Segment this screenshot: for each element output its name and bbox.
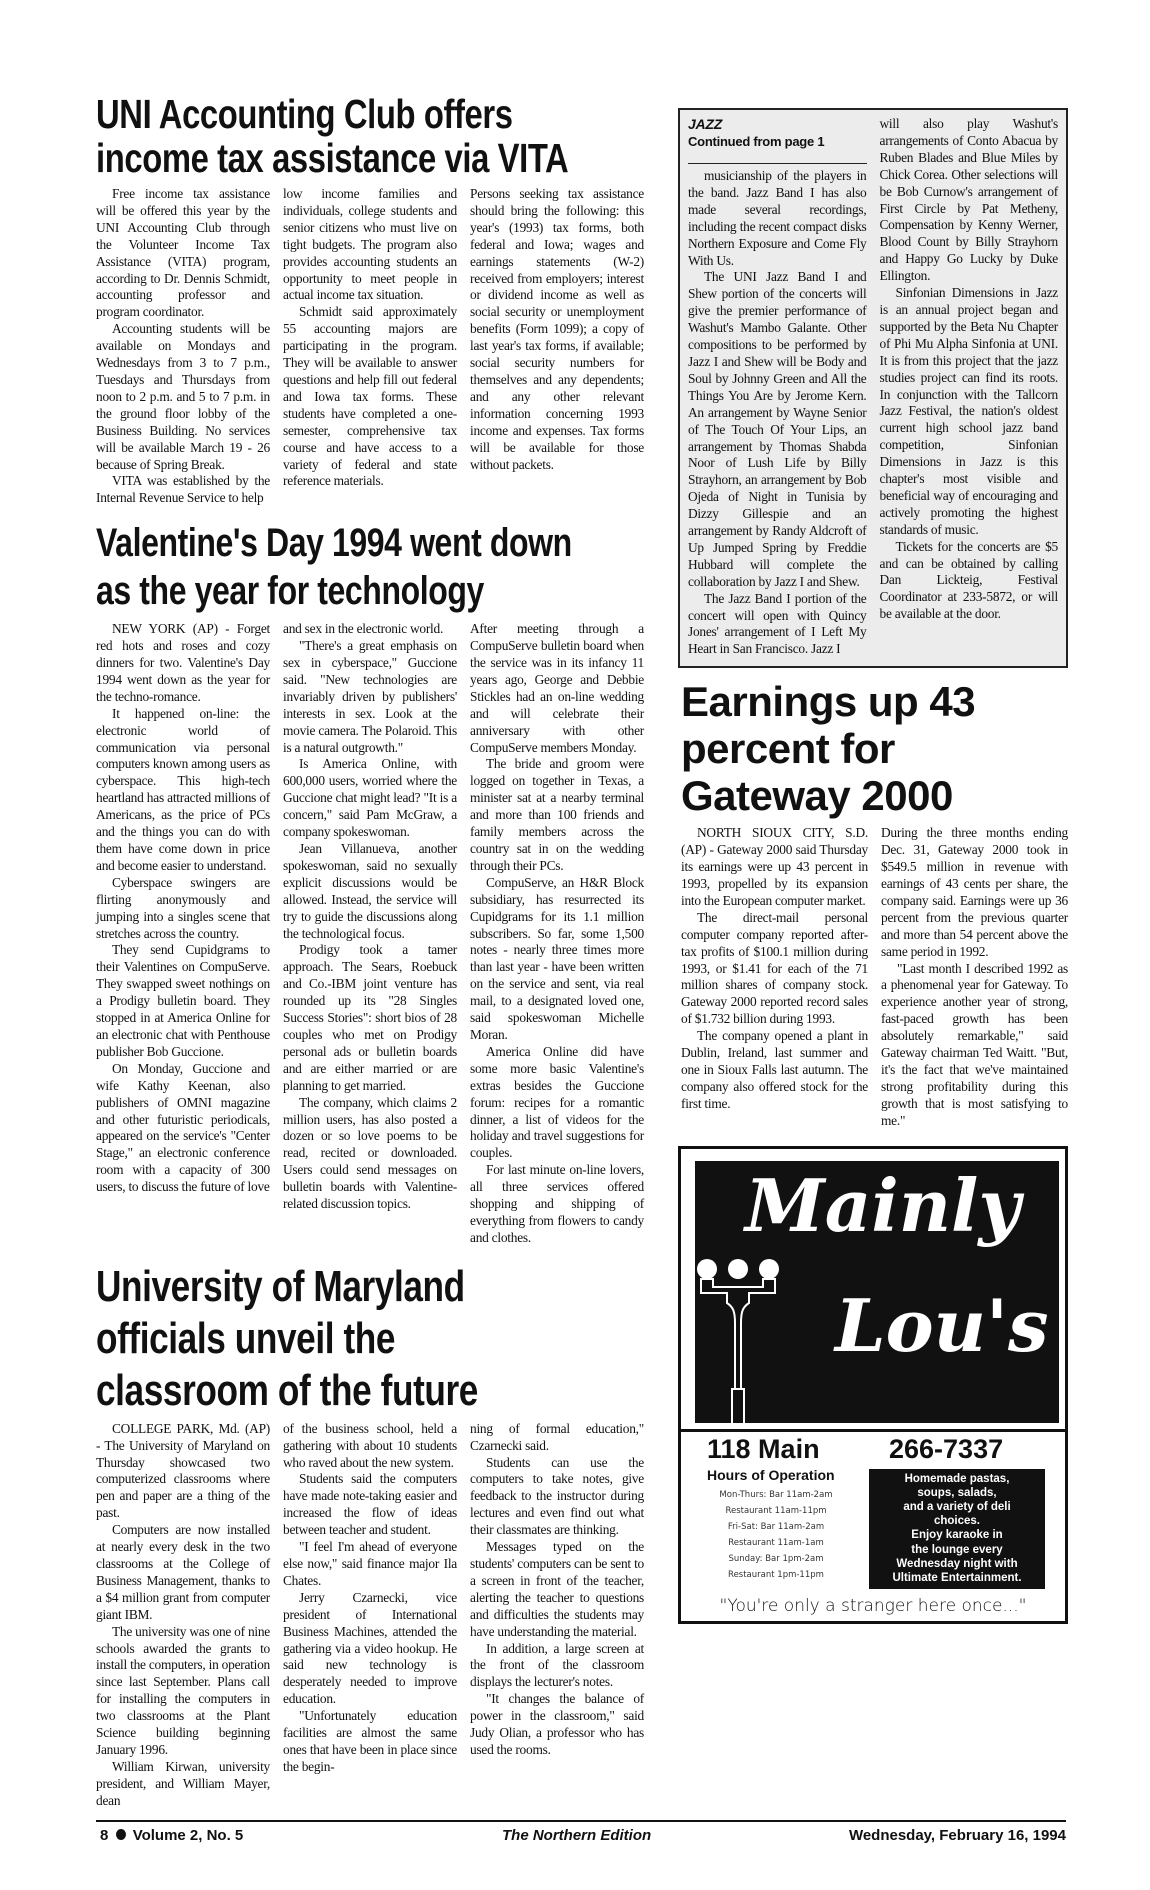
- ad-address: 118 Main: [707, 1433, 820, 1464]
- ad-logo-mainly: Mainly: [745, 1162, 1021, 1248]
- ad-logo-lous: Lou's: [835, 1282, 1049, 1368]
- paragraph: The company opened a plant in Dublin, Ireland, last summer and one in Sioux Falls last autumn. The company also offered stock for the first time.: [681, 1028, 868, 1111]
- maryland-headline: [96, 1261, 644, 1417]
- ad-phone: 266-7337: [889, 1433, 1004, 1464]
- paragraph: During the three months ending Dec. 31, Gateway 2000 took in $549.5 million in revenue with earnings of 43 cents per share, the company said. Earnings were up 36 percent from the previous quarter and more than 54 percent above the same period in 1992.: [881, 825, 1068, 959]
- paragraph: Students can use the computers to take notes, give feedback to the instructor during lectures and even find out what their classmates are thinking.: [470, 1454, 644, 1538]
- promo-line: Ultimate Entertainment.: [892, 1572, 1022, 1585]
- promo-line: the lounge every: [911, 1543, 1003, 1556]
- paragraph: Persons seeking tax assistance should bring the following: this year's (1993) tax forms, both federal and Iowa; wages and earnings statements (W-2) received from employers; interest or dividend income as well as social security or unemployment benefits (Form 1099); a copy of last year's tax forms, if available; social security numbers for themselves and any dependents; and any other relevant information concerning 1993 income and expenses. Tax forms will be available for those without packets.: [470, 186, 644, 472]
- article-column: [283, 621, 457, 1213]
- paragraph: "There's a great emphasis on sex in cyberspace," Guccione said. "New technologies are invariably driven by publishers' interests in sex. Look at the movie camera. The Polaroid. This is a natural outgrowth.": [283, 638, 457, 755]
- paragraph: On Monday, Guccione and wife Kathy Keenan, also publishers of OMNI magazine and other futuristic periodicals, appeared on the service's "Center Stage," an electronic conference room with a capacity of 300 users, to discuss the future of love: [96, 1060, 270, 1195]
- paragraph: Students said the computers have made note-taking easier and increased the flow of ideas between teacher and student.: [283, 1471, 457, 1538]
- paragraph: Computers are now installed at nearly every desk in the two classrooms at the College of Business Management, thanks to a $4 million grant from computer giant IBM.: [96, 1522, 270, 1622]
- promo-line: soups, salads,: [917, 1486, 997, 1499]
- headline-line: officials unveil the: [96, 1313, 396, 1363]
- paragraph: and sex in the electronic world.: [283, 621, 444, 637]
- page-number: 8: [100, 1826, 109, 1844]
- ad-hours-list: [701, 1487, 851, 1583]
- paragraph: "Last month I described 1992 as a phenomenal year for Gateway. To experience another year of strong, fast-paced growth has been absolutely remarkable," said Gateway chairman Ted Waitt. "But, it's the fact that we've maintained strong profitability during this growth that is most satisfying to me.": [881, 960, 1068, 1128]
- jazz-label: JAZZ: [688, 116, 722, 132]
- headline-line: Earnings up 43: [681, 678, 976, 726]
- paragraph: NEW YORK (AP) - Forget red hots and roses and cozy dinners for two. Valentine's Day 1994 went down as the year for the techno-romance.: [96, 621, 270, 704]
- paragraph: VITA was established by the Internal Revenue Service to help: [96, 473, 270, 506]
- article-column: [880, 116, 1059, 623]
- article-column: [283, 1421, 457, 1776]
- paragraph: After meeting through a CompuServe bulletin board when the service was in its infancy 11 years ago, George and Debbie Stickles had an on-line wedding and will celebrate their anniversary with other CompuServe members Monday.: [470, 621, 644, 755]
- headline-line: income tax assistance via VITA: [96, 135, 569, 181]
- ad-promo-box: [869, 1469, 1045, 1589]
- article-column: [96, 1421, 270, 1810]
- ad-hours-title: Hours of Operation: [707, 1466, 835, 1483]
- paragraph: The UNI Jazz Band I and Shew portion of the concerts will give the premier performance of Washut's Mambo Galante. Other compositions to be performed by Jazz I and Shew will be Body and Soul by Johnny Green and All the Things You Are by Jerome Kern. An arrangement by Wayne Senior of The Touch Of Your Lips, an arrangement by Thomas Shabda Noor of Lush Life by Billy Strayhorn, an arrangement by Bob Ojeda of Night in Tunisia by Dizzy Gillespie and an arrangement by Randy Aldcroft of Up Jumped Spring by Freddie Hubbard will complete the collaboration by Jazz I and Shew.: [688, 269, 867, 589]
- earnings-body: [678, 825, 1068, 1129]
- jazz-continued-box: [678, 108, 1068, 668]
- hours-line: Sunday: Bar 1pm-2am: [728, 1553, 824, 1564]
- page-columns: [96, 92, 1150, 1810]
- ad-logo-panel: [695, 1161, 1059, 1423]
- jazz-body: [688, 116, 1058, 658]
- hours-line: Restaurant 1pm-11pm: [728, 1569, 824, 1580]
- article-column: [96, 621, 270, 1196]
- paragraph: Cyberspace swingers are flirting anonymously and jumping into a singles scene that stretches across the country.: [96, 874, 270, 941]
- paragraph: ning of formal education," Czarnecki said.: [470, 1420, 644, 1453]
- valentine-headline: [96, 519, 644, 615]
- article-column: [470, 621, 644, 1247]
- paragraph: Jerry Czarnecki, vice president of International Business Machines, attended the gathering via a video hookup. He said new technology is desperately needed to improve education.: [283, 1589, 457, 1707]
- footer-date: Wednesday, February 16, 1994: [848, 1826, 1066, 1844]
- paragraph: "It changes the balance of power in the classroom," said Judy Olian, a professor who has used the rooms.: [470, 1691, 644, 1757]
- headline-line: classroom of the future: [96, 1365, 478, 1415]
- promo-line: Homemade pastas,: [904, 1472, 1010, 1485]
- article-column: [470, 186, 644, 473]
- paragraph: America Online did have some more basic Valentine's extras besides the Guccione forum: recipes for a romantic dinner, a list of videos for the holiday and travel suggestions for couples.: [470, 1043, 644, 1161]
- paragraph: In addition, a large screen at the front of the classroom displays the lecturer's notes.: [470, 1640, 644, 1690]
- headline-line: University of Maryland: [96, 1261, 465, 1311]
- headline-line: Gateway 2000: [681, 772, 953, 820]
- jazz-header: [688, 116, 867, 164]
- hours-line: Mon-Thurs: Bar 11am-2am: [719, 1489, 833, 1500]
- hours-line: Fri-Sat: Bar 11am-2am: [727, 1521, 825, 1532]
- paragraph: low income families and individuals, college students and senior citizens who must live on tight budgets. The program also provides accounting students an opportunity to meet people in actual income tax situation.: [283, 186, 457, 303]
- promo-line: choices.: [933, 1515, 981, 1528]
- footer-edition: The Northern Edition: [502, 1826, 652, 1844]
- paragraph: will also play Washut's arrangements of Conto Abacua by Ruben Blades and Blue Miles by Chick Corea. Other selections will be Bob Curnow's arrangement of First Circle by Pat Metheny, Compensation by Kenny Werner, Blood Count by Billy Strayhorn and Happy Go Lucky by Duke Ellington.: [879, 116, 1058, 284]
- article-column: [283, 186, 457, 490]
- paragraph: They send Cupidgrams to their Valentines on CompuServe. They swapped sweet nothings on a Prodigy bulletin board. They stopped in at America Online for an electronic chat with Penthouse publisher Bob Guccione.: [96, 942, 270, 1059]
- street-lamp-icon: [695, 1259, 783, 1423]
- paragraph: William Kirwan, university president, and William Mayer, dean: [96, 1758, 270, 1808]
- paragraph: Tickets for the concerts are $5 and can be obtained by calling Dan Lickteig, Festival Coordinator at 233-5872, or will be available at the door.: [879, 538, 1058, 622]
- article-column: [470, 1421, 644, 1759]
- article-column: [681, 825, 868, 1112]
- paragraph: It happened on-line: the electronic world of communication via personal computers known among users as cyberspace. This high-tech heartland has attracted millions of Americans, as the price of PCs and the things you can do with them have come down in price and become easier to understand.: [96, 705, 270, 873]
- article-column: [881, 825, 1068, 1129]
- paragraph: Messages typed on the students' computers can be sent to a screen in front of the teacher, alerting the teacher to questions and difficulties the students may have understanding the material.: [470, 1539, 644, 1639]
- paragraph: Jean Villanueva, another spokeswoman, said no sexually explicit discussions would be allowed. Instead, the service will try to guide the discussions along the technological focus.: [283, 841, 457, 941]
- paragraph: The company, which claims 2 million users, has also posted a dozen or so love poems to be read, recited or downloaded. Users could send messages on bulletin boards with Valentine-related discussion topics.: [283, 1094, 457, 1212]
- paragraph: The Jazz Band I portion of the concert will open with Quincy Jones' arrangement of I Left My Heart in San Francisco. Jazz I: [688, 590, 867, 657]
- paragraph: Sinfonian Dimensions in Jazz is an annual project began and supported by the Beta Nu Chapter of Phi Mu Alpha Sinfonia at UNI. It is from this project that the jazz studies project can find its roots. In conjunction with the Tallcorn Jazz Festival, the nation's oldest current high school jazz band competition, Sinfonian Dimensions in Jazz is this chapter's most visible and beneficial way of encouraging and actively promoting the highest standards of music.: [879, 285, 1058, 537]
- accounting-headline: [96, 92, 644, 180]
- headline-line: Valentine's Day 1994 went down: [96, 521, 572, 566]
- right-column: [678, 108, 1068, 1624]
- volume-label: Volume 2, No. 5: [132, 1826, 244, 1844]
- paragraph: musicianship of the players in the band. Jazz Band I has also made several recordings, including the recent compact disks Northern Exposure and Come Fly With Us.: [688, 168, 867, 268]
- promo-line: Enjoy karaoke in: [911, 1529, 1003, 1542]
- paragraph: "I feel I'm ahead of everyone else now," said finance major Ila Chates.: [283, 1539, 457, 1588]
- hours-line: Restaurant 11am-11pm: [725, 1505, 827, 1516]
- paragraph: CompuServe, an H&R Block subsidiary, has resurrected its Cupidgrams for its 1.1 million subscribers. So far, some 1,500 notes - nearly three times more than last year - have been written on the service and sent, via real mail, to a designated loved one, said spokeswoman Michelle Moran.: [470, 874, 644, 1042]
- headline-line: as the year for technology: [96, 569, 484, 614]
- paragraph: Accounting students will be available on Mondays and Wednesdays from 3 to 7 p.m., Tuesdays and Thursdays from noon to 2 p.m. and 5 to 7 p.m. in the ground floor lobby of the Business Building. No services will be available March 19 - 26 because of Spring Break.: [96, 321, 270, 472]
- paragraph: The direct-mail personal computer company reported after-tax profits of $100.1 million during 1993, or $1.41 for each of the 71 million shares of company stock. Gateway 2000 reported record sales of $1.732 billion during 1993.: [681, 909, 868, 1027]
- article-column: [688, 116, 867, 658]
- paragraph: Schmidt said approximately 55 accounting majors are participating in the program. They will be available to answer questions and help fill out federal and Iowa tax forms. These students have completed a one-semester, comprehensive tax course and have access to a variety of federal and state reference materials.: [283, 304, 457, 489]
- paragraph: Is America Online, with 600,000 users, worried where the Guccione chat might lead? "It is a concern," said Pam McGraw, a company spokeswoman.: [283, 756, 457, 840]
- promo-line: and a variety of deli: [903, 1501, 1011, 1513]
- footer: [96, 1820, 1066, 1850]
- footer-volume: [100, 1827, 243, 1844]
- hours-line: Restaurant 11am-1am: [728, 1537, 824, 1548]
- accounting-body: [96, 186, 644, 507]
- paragraph: Free income tax assistance will be offered this year by the UNI Accounting Club through the Volunteer Income Tax Assistance (VITA) program, according to Dr. Dennis Schmidt, accounting professor and program coordinator.: [96, 186, 270, 320]
- paragraph: The bride and groom were logged on together in Texas, a minister sat at a nearby terminal and more than 100 friends and family members across the country sat in on the wedding through their PCs.: [470, 756, 644, 873]
- paragraph: The university was one of nine schools awarded the grants to install the computers, in operation since last September. Plans call for installing the computers in two classrooms at the Plant Science building beginning January 1996.: [96, 1623, 270, 1757]
- paragraph: COLLEGE PARK, Md. (AP) - The University of Maryland on Thursday showcased two computerized classrooms where pen and paper are a thing of the past.: [96, 1420, 270, 1521]
- ad-divider: [681, 1429, 1065, 1432]
- valentine-body: [96, 621, 644, 1247]
- mainly-lous-ad: [678, 1146, 1068, 1624]
- ad-slogan: "You're only a stranger here once...": [719, 1595, 1027, 1616]
- headline-line: percent for: [681, 725, 895, 773]
- paragraph: For last minute on-line lovers, all three services offered shopping and shipping of everything from flowers to candy and clothes.: [470, 1162, 644, 1245]
- maryland-body: [96, 1421, 644, 1810]
- earnings-headline: [678, 678, 1068, 819]
- left-column: [96, 92, 644, 1810]
- paragraph: of the business school, held a gathering with about 10 students who raved about the new system.: [283, 1420, 457, 1470]
- continued-from-label: Continued from page 1: [688, 134, 825, 149]
- promo-line: Wednesday night with: [896, 1557, 1018, 1570]
- article-column: [96, 186, 270, 507]
- headline-line: UNI Accounting Club offers: [96, 91, 513, 137]
- bullet-icon: [116, 1829, 126, 1840]
- paragraph: "Unfortunately education facilities are almost the same ones that have been in place since the begin-: [283, 1708, 457, 1774]
- paragraph: NORTH SIOUX CITY, S.D. (AP) - Gateway 2000 said Thursday its earnings were up 43 percent in 1993, propelled by its expansion into the European computer market.: [681, 825, 868, 908]
- paragraph: Prodigy took a tamer approach. The Sears, Roebuck and Co.-IBM joint venture has rounded up its "28 Singles Success Stories": short bios of 28 couples who met on Prodigy personal ads or bulletin boards and are either married or are planning to get married.: [283, 942, 457, 1093]
